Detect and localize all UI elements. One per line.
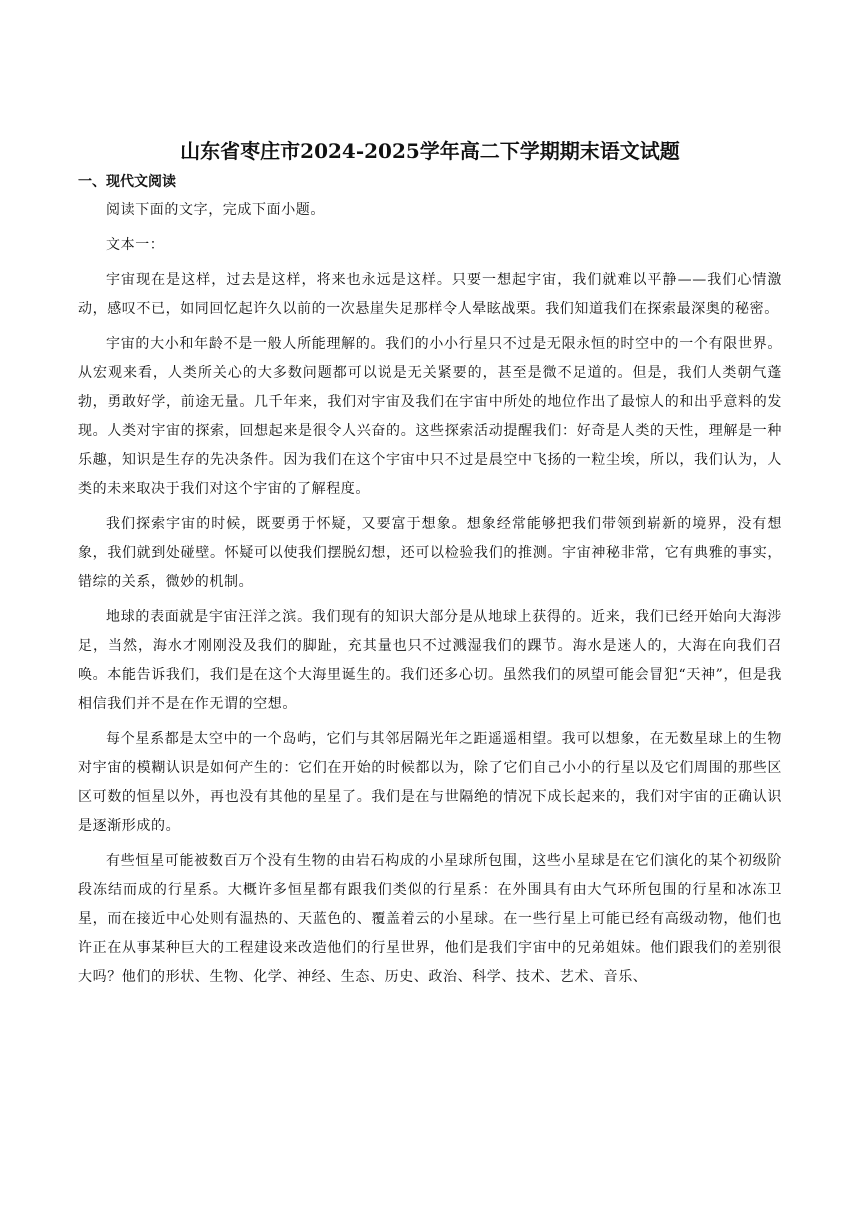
paragraph-6: 有些恒星可能被数百万个没有生物的由岩石构成的小星球所包围，这些小星球是在它们演化的某个初级阶段冻结而成的行星系。大概许多恒星都有跟我们类似的行星系：在外围具有由大气环所包围的行星和冰冻卫星，而在接近中心处则有温热的、天蓝色的、覆盖着云的小星球。在一些行星上可能已经有高级动物，他们也许正在从事某种巨大的工程建设来改造他们的行星世界，他们是我们宇宙中的兄弟姐妹。他们跟我们的差别很大吗？他们的形状、生物、化学、神经、生态、历史、政治、科学、技术、艺术、音乐、 [78,853,782,985]
paragraph-3: 我们探索宇宙的时候，既要勇于怀疑，又要富于想象。想象经常能够把我们带领到崭新的境界，没有想象，我们就到处碰壁。怀疑可以使我们摆脱幻想，还可以检验我们的推测。宇宙神秘非常，它有典雅的事实，错综的关系，微妙的机制。 [78,516,782,590]
text-label: 文本一： [106,237,165,253]
paragraph-1: 宇宙现在是这样，过去是这样，将来也永远是这样。只要一想起宇宙，我们就难以平静——我们心情激动，感叹不已，如同回忆起许久以前的一次悬崖失足那样令人晕眩战栗。我们知道我们在探索最深奥的秘密。 [78,272,782,317]
paragraph-5: 每个星系都是太空中的一个岛屿，它们与其邻居隔光年之距遥遥相望。我可以想象，在无数星球上的生物对宇宙的模糊认识是如何产生的：它们在开始的时候都以为，除了它们自己小小的行星以及它们周围的那些区区可数的恒星以外，再也没有其他的星星了。我们是在与世隔绝的情况下成长起来的，我们对宇宙的正确认识是逐渐形成的。 [78,731,782,834]
document-title: 山东省枣庄市2024-2025学年高二下学期期末语文试题 [180,139,680,163]
paragraph-2: 宇宙的大小和年龄不是一般人所能理解的。我们的小小行星只不过是无限永恒的时空中的一个有限世界。从宏观来看，人类所关心的大多数问题都可以说是无关紧要的，甚至是微不足道的。但是，我们人类朝气蓬勃，勇敢好学，前途无量。几千年来，我们对宇宙及我们在宇宙中所处的地位作出了最惊人的和出乎意料的发现。人类对宇宙的探索，回想起来是很令人兴奋的。这些探索活动提醒我们：好奇是人类的天性，理解是一种乐趣，知识是生存的先决条件。因为我们在这个宇宙中只不过是晨空中飞扬的一粒尘埃，所以，我们认为，人类的未来取决于我们对这个宇宙的了解程度。 [78,336,782,497]
instruction-text: 阅读下面的文字，完成下面小题。 [106,202,325,218]
document-body [78,135,782,998]
section-heading: 一、现代文阅读 [78,174,176,190]
paragraph-4: 地球的表面就是宇宙汪洋之滨。我们现有的知识大部分是从地球上获得的。近来，我们已经开始向大海涉足，当然，海水才刚刚没及我们的脚趾，充其量也只不过溅湿我们的踝节。海水是迷人的，大海在向我们召唤。本能告诉我们，我们是在这个大海里诞生的。我们还多心切。虽然我们的夙望可能会冒犯“天神”，但是我相信我们并不是在作无谓的空想。 [78,609,782,712]
